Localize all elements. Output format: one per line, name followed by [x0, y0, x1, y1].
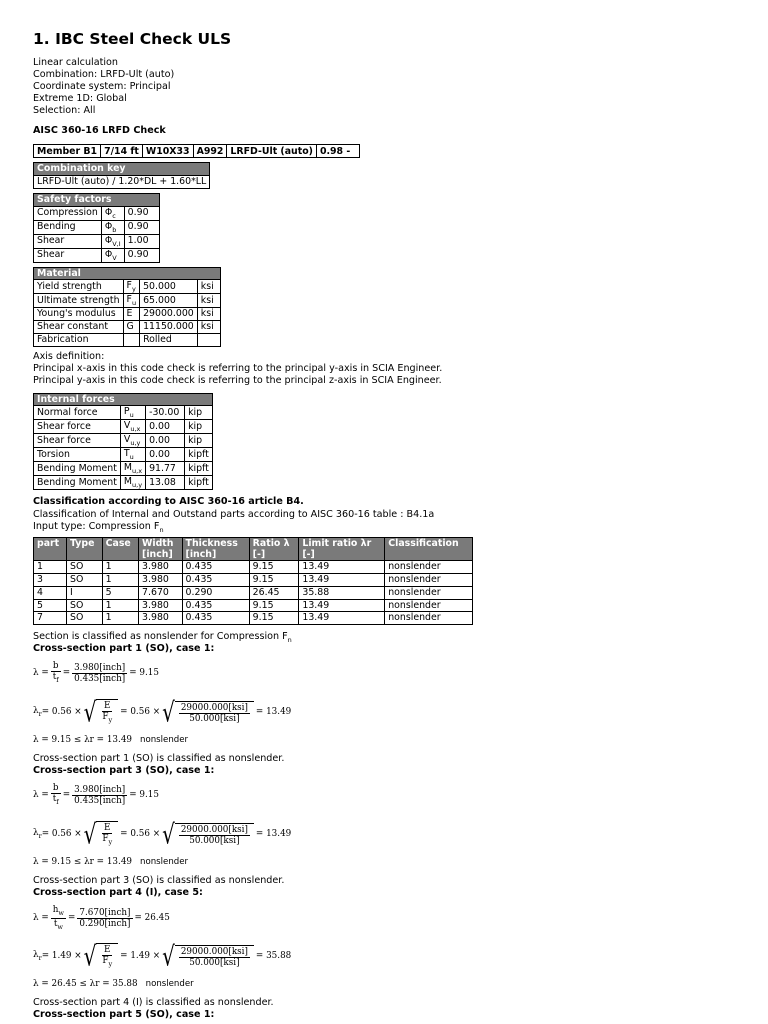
meta-line: Coordinate system: Principal — [33, 81, 171, 93]
value-fraction — [179, 703, 250, 724]
condition-line — [33, 735, 753, 751]
lambda-limit-formula — [33, 695, 753, 735]
table-cell: 0.90 — [124, 206, 159, 220]
numerator: 3.980[inch] — [74, 662, 126, 673]
table-cell: Shear force — [34, 420, 121, 434]
table-cell: 50.000 — [140, 280, 198, 294]
table-cell: Fabrication — [34, 333, 124, 346]
member-cell: W10X33 — [142, 145, 193, 158]
table-cell: 0.435 — [182, 574, 249, 587]
numerator: E — [104, 823, 111, 834]
sqrt-values — [162, 939, 254, 973]
symbol-fraction — [51, 661, 61, 685]
table-cell: 29000.000 — [140, 308, 198, 321]
member-cell: A992 — [193, 145, 227, 158]
denominator: 50.000[ksi] — [189, 713, 240, 724]
numerator: 7.670[inch] — [79, 907, 131, 918]
table-cell: 13.08 — [146, 476, 185, 490]
table-cell — [197, 333, 220, 346]
meta-line: Selection: All — [33, 105, 96, 117]
status-text: nonslender — [140, 857, 189, 868]
table-cell: kipft — [185, 476, 213, 490]
table-cell: ksi — [197, 321, 220, 334]
table-cell: nonslender — [385, 599, 473, 612]
radical-sign: √ — [83, 939, 97, 973]
denominator: 50.000[ksi] — [189, 835, 240, 846]
table-header: Internal forces — [34, 393, 213, 406]
table-cell: 11150.000 — [140, 321, 198, 334]
axis-line: Principal x-axis in this code check is referring to the principal y-axis in SCIA Engineer. — [33, 362, 443, 374]
table-row — [34, 612, 473, 625]
lambda-limit-formula — [33, 817, 753, 857]
formula-line: $\lambda_r$ = 1.49 × √ $\frac{E}{F_y}$ = 1.49 × √ $\frac{\text{29000.000[ksi]}}{\text{50.000[ksi]}}$ = 35.88 — [33, 939, 292, 973]
part-result: Cross-section part 1 (SO) is classified as nonslender. — [33, 753, 285, 765]
table-cell: $\Phi_c$ — [101, 206, 124, 220]
status-text: nonslender — [140, 735, 189, 746]
formula-line: λ = $\frac{b}{t_f}$ = $\frac{\text{3.980[inch]}}{\text{0.435[inch]}}$ = 9.15 — [33, 783, 159, 806]
table-cell: 1 — [34, 561, 67, 574]
column-header: Width [inch] — [139, 538, 183, 561]
table-cell: kipft — [185, 448, 213, 462]
sqrt-content — [175, 701, 254, 724]
table-cell: Bending Moment — [34, 462, 121, 476]
table-row — [34, 206, 160, 220]
table-cell: kip — [185, 406, 213, 420]
table-cell: 5 — [34, 599, 67, 612]
table-cell: -30.00 — [146, 406, 185, 420]
table-cell: 3.980 — [139, 612, 183, 625]
axis-definition — [33, 351, 753, 387]
denominator: $F_y$ — [102, 712, 113, 724]
table-cell: 9.15 — [249, 574, 299, 587]
table-cell: $M_{u,y}$ — [120, 476, 145, 490]
table-cell: $P_u$ — [120, 406, 145, 420]
table-cell: 3.980 — [139, 561, 183, 574]
condition-line — [33, 979, 753, 995]
table-cell: 0.00 — [146, 448, 185, 462]
column-header: Thickness [inch] — [182, 538, 249, 561]
material-table — [33, 267, 221, 347]
formula-line: $\lambda_r$ = 0.56 × √ $\frac{E}{F_y}$ = 0.56 × √ $\frac{\text{29000.000[ksi]}}{\text{50.000[ksi]}}$ = 13.49 — [33, 817, 292, 851]
part-result: Cross-section part 3 (SO) is classified as nonslender. — [33, 875, 285, 887]
table-row — [34, 220, 160, 234]
denominator: 50.000[ksi] — [189, 957, 240, 968]
symbol-fraction — [51, 905, 66, 932]
table-cell: 3.980 — [139, 599, 183, 612]
table-row — [34, 448, 213, 462]
table-cell: 9.15 — [249, 561, 299, 574]
table-cell: Yield strength — [34, 280, 124, 294]
table-header: Combination key — [34, 163, 210, 176]
part-heading: Cross-section part 5 (SO), case 1: — [33, 1009, 215, 1021]
classification-title: Classification according to AISC 360-16 article B4. — [33, 496, 304, 508]
radical-sign: √ — [162, 817, 175, 851]
condition-line — [33, 857, 753, 873]
symbol-fraction — [51, 783, 61, 807]
table-row — [34, 294, 221, 308]
denominator: $F_y$ — [102, 834, 113, 846]
table-cell: kipft — [185, 462, 213, 476]
radical-sign: √ — [162, 939, 175, 973]
radical-sign: √ — [83, 695, 97, 729]
safety-factors-table — [33, 193, 160, 263]
table-cell: 7 — [34, 612, 67, 625]
sqrt-symbol — [83, 817, 119, 851]
table-cell: 0.90 — [124, 248, 159, 262]
symbol-fraction — [100, 823, 114, 847]
column-header: Type — [67, 538, 103, 561]
table-cell: ksi — [197, 280, 220, 294]
lambda-formula — [33, 899, 753, 939]
table-cell: 0.00 — [146, 420, 185, 434]
table-cell: kip — [185, 420, 213, 434]
table-cell: 3 — [34, 574, 67, 587]
meta-line: Linear calculation — [33, 57, 118, 69]
table-cell: Young's modulus — [34, 308, 124, 321]
table-cell: $\Phi_b$ — [101, 220, 124, 234]
member-cell: 0.98 - — [316, 145, 359, 158]
table-cell: kip — [185, 434, 213, 448]
formula-line: λ = $\frac{h_w}{t_w}$ = $\frac{\text{7.670[inch]}}{\text{0.290[inch]}}$ = 26.45 — [33, 905, 170, 931]
table-cell: ksi — [197, 308, 220, 321]
numerator: 29000.000[ksi] — [180, 824, 248, 835]
table-cell: 1.00 — [124, 234, 159, 248]
symbol-fraction — [100, 945, 114, 969]
table-cell: $V_{u,y}$ — [120, 434, 145, 448]
table-cell: Shear — [34, 234, 102, 248]
table-row — [34, 333, 221, 346]
lambda-formula — [33, 777, 753, 817]
column-header: Classification — [385, 538, 473, 561]
table-cell: Torsion — [34, 448, 121, 462]
part-heading: Cross-section part 1 (SO), case 1: — [33, 643, 215, 655]
numerator: E — [104, 945, 111, 956]
axis-line: Principal y-axis in this code check is referring to the principal z-axis in SCIA Engineer. — [33, 374, 442, 386]
column-header: Ratio λ [-] — [249, 538, 299, 561]
table-cell: 26.45 — [249, 586, 299, 599]
classification-line: Classification of Internal and Outstand parts according to AISC 360-16 table : B4.1a — [33, 509, 435, 521]
value-fraction — [77, 908, 132, 929]
condition-text: λ = 26.45 ≤ λr = 35.88 — [33, 979, 138, 990]
meta-line: Combination: LRFD-Ult (auto) — [33, 69, 175, 81]
part-heading: Cross-section part 3 (SO), case 1: — [33, 765, 215, 777]
table-cell: Compression — [34, 206, 102, 220]
table-header: Material — [34, 267, 221, 280]
table-row — [34, 248, 160, 262]
formula-line — [33, 979, 194, 990]
table-cell — [123, 333, 140, 346]
lambda-limit-formula — [33, 939, 753, 979]
table-cell: 13.49 — [299, 612, 385, 625]
table-cell: 91.77 — [146, 462, 185, 476]
table-cell: I — [67, 586, 103, 599]
table-row — [34, 599, 473, 612]
table-row — [34, 234, 160, 248]
denominator: 0.435[inch] — [74, 795, 126, 806]
table-cell: $F_y$ — [123, 280, 140, 294]
sqrt-values — [162, 817, 254, 851]
lambda-formula — [33, 655, 753, 695]
table-cell: 9.15 — [249, 599, 299, 612]
formula-line: λ = $\frac{b}{t_f}$ = $\frac{\text{3.980[inch]}}{\text{0.435[inch]}}$ = 9.15 — [33, 661, 159, 684]
table-cell: 13.49 — [299, 599, 385, 612]
table-cell: nonslender — [385, 586, 473, 599]
formula-line: $\lambda_r$ = 0.56 × √ $\frac{E}{F_y}$ = 0.56 × √ $\frac{\text{29000.000[ksi]}}{\text{50.000[ksi]}}$ = 13.49 — [33, 695, 292, 729]
status-text: nonslender — [145, 979, 194, 990]
report-title: 1. IBC Steel Check ULS — [33, 30, 232, 48]
sqrt-content — [96, 699, 118, 725]
cross-section-parts — [33, 643, 753, 1009]
table-cell: SO — [67, 612, 103, 625]
sqrt-content — [175, 945, 254, 968]
table-cell: 0.435 — [182, 599, 249, 612]
table-header: Safety factors — [34, 193, 160, 206]
table-cell: Shear force — [34, 434, 121, 448]
table-cell: 0.435 — [182, 561, 249, 574]
column-header: Limit ratio λr [-] — [299, 538, 385, 561]
table-cell: $V_{u,x}$ — [120, 420, 145, 434]
denominator: $t_f$ — [52, 672, 59, 684]
classification-table — [33, 537, 473, 625]
value-fraction — [72, 785, 127, 806]
part-result: Cross-section part 4 (I) is classified as nonslender. — [33, 997, 274, 1009]
table-cell: 3.980 — [139, 574, 183, 587]
check-title: AISC 360-16 LRFD Check — [33, 125, 166, 137]
table-cell: 9.15 — [249, 612, 299, 625]
denominator: $t_w$ — [53, 918, 63, 931]
denominator: 0.290[inch] — [79, 918, 131, 929]
table-cell: $T_u$ — [120, 448, 145, 462]
table-row — [34, 586, 473, 599]
table-row — [34, 476, 213, 490]
formula-line — [33, 857, 188, 868]
member-table — [33, 144, 360, 158]
value-fraction — [179, 825, 250, 846]
column-header: Case — [102, 538, 138, 561]
sqrt-symbol — [83, 939, 119, 973]
table-cell: G — [123, 321, 140, 334]
combination-value: LRFD-Ult (auto) / 1.20*DL + 1.60*LL — [34, 176, 210, 189]
table-row — [34, 308, 221, 321]
table-cell: ksi — [197, 294, 220, 308]
numerator: b — [52, 661, 59, 672]
table-cell: $\Phi_V$ — [101, 248, 124, 262]
table-cell: SO — [67, 574, 103, 587]
radical-sign: √ — [162, 695, 175, 729]
table-row — [34, 434, 213, 448]
table-row — [34, 574, 473, 587]
table-cell: Shear — [34, 248, 102, 262]
table-cell: Ultimate strength — [34, 294, 124, 308]
formula-line — [33, 735, 188, 746]
column-header: part — [34, 538, 67, 561]
member-cell: Member B1 — [34, 145, 101, 158]
part-heading: Cross-section part 4 (I), case 5: — [33, 887, 203, 899]
sqrt-content — [96, 821, 118, 847]
report-page — [33, 30, 753, 1021]
axis-line: Axis definition: — [33, 350, 105, 362]
symbol-fraction — [100, 701, 114, 725]
table-cell: nonslender — [385, 574, 473, 587]
classification-summary: Section is classified as nonslender for Compression $F_n$ — [33, 631, 292, 645]
table-cell: nonslender — [385, 561, 473, 574]
sqrt-symbol — [83, 695, 119, 729]
table-cell: $F_u$ — [123, 294, 140, 308]
numerator: $h_w$ — [52, 905, 64, 917]
denominator: $F_y$ — [102, 956, 113, 968]
table-cell: 35.88 — [299, 586, 385, 599]
table-cell: 1 — [102, 561, 138, 574]
table-cell: Rolled — [140, 333, 198, 346]
table-cell: Shear constant — [34, 321, 124, 334]
table-row — [34, 280, 221, 294]
table-cell: 1 — [102, 574, 138, 587]
table-cell: Bending — [34, 220, 102, 234]
table-cell: nonslender — [385, 612, 473, 625]
sqrt-content — [175, 823, 254, 846]
classification-line: Input type: Compression $F_n$ — [33, 521, 164, 535]
table-cell: 0.90 — [124, 220, 159, 234]
combination-table — [33, 162, 210, 189]
value-fraction — [72, 663, 127, 684]
member-cell: LRFD-Ult (auto) — [227, 145, 317, 158]
table-cell: 0.290 — [182, 586, 249, 599]
table-cell: SO — [67, 561, 103, 574]
table-row — [34, 561, 473, 574]
table-row — [34, 462, 213, 476]
table-cell: 0.00 — [146, 434, 185, 448]
table-cell: 1 — [102, 599, 138, 612]
numerator: 3.980[inch] — [74, 784, 126, 795]
table-cell: 5 — [102, 586, 138, 599]
radical-sign: √ — [83, 817, 97, 851]
table-cell: 1 — [102, 612, 138, 625]
numerator: 29000.000[ksi] — [180, 702, 248, 713]
table-cell: SO — [67, 599, 103, 612]
classification-info — [33, 509, 753, 533]
value-fraction — [179, 947, 250, 968]
table-row — [34, 321, 221, 334]
table-row — [34, 406, 213, 420]
denominator: 0.435[inch] — [74, 673, 126, 684]
table-row — [34, 420, 213, 434]
internal-forces-table — [33, 393, 213, 491]
numerator: 29000.000[ksi] — [180, 946, 248, 957]
table-cell: E — [123, 308, 140, 321]
member-cell: 7/14 ft — [101, 145, 143, 158]
table-cell: 7.670 — [139, 586, 183, 599]
denominator: $t_f$ — [52, 794, 59, 806]
table-cell: 13.49 — [299, 561, 385, 574]
sqrt-values — [162, 695, 254, 729]
table-cell: 13.49 — [299, 574, 385, 587]
condition-text: λ = 9.15 ≤ λr = 13.49 — [33, 857, 133, 868]
table-cell: 65.000 — [140, 294, 198, 308]
meta-line: Extreme 1D: Global — [33, 93, 127, 105]
sqrt-content — [96, 943, 118, 969]
table-cell: Bending Moment — [34, 476, 121, 490]
table-cell: $M_{u,x}$ — [120, 462, 145, 476]
condition-text: λ = 9.15 ≤ λr = 13.49 — [33, 735, 133, 746]
table-cell: 0.435 — [182, 612, 249, 625]
table-cell: Normal force — [34, 406, 121, 420]
numerator: E — [104, 701, 111, 712]
numerator: b — [52, 783, 59, 794]
table-cell: $\Phi_{V,I}$ — [101, 234, 124, 248]
calc-meta — [33, 57, 753, 117]
table-cell: 4 — [34, 586, 67, 599]
